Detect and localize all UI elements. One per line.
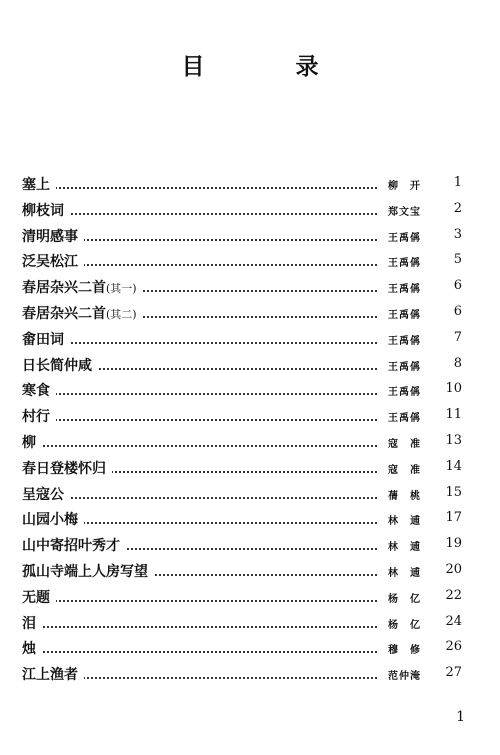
dot-leader — [30, 600, 377, 602]
toc-entry-author: 林 逋 — [388, 542, 421, 554]
toc-entry — [0, 351, 500, 377]
toc-entry-page: 13 — [445, 432, 462, 448]
toc-entry — [0, 325, 500, 351]
toc-entry-title — [22, 277, 143, 297]
dot-leader — [30, 187, 377, 189]
toc-entry-page: 15 — [445, 484, 462, 500]
toc-entry-title — [22, 174, 56, 194]
toc-entry-author: 林 逋 — [388, 567, 421, 579]
toc-entry-author: 范仲淹 — [388, 671, 421, 683]
toc-entry — [0, 402, 500, 428]
toc-entry-author: 王禹偁 — [388, 232, 421, 244]
toc-entry-author: 王禹偁 — [388, 335, 421, 347]
toc-entry-page: 7 — [453, 329, 462, 345]
toc-entry-author: 王禹偁 — [388, 413, 421, 425]
dot-leader — [30, 651, 377, 653]
toc-entry-title — [22, 303, 143, 323]
toc-entry-author: 林 逋 — [388, 516, 421, 528]
dot-leader — [30, 393, 377, 395]
toc-entry-author: 寇 准 — [388, 464, 421, 476]
toc-entry-title — [22, 458, 112, 478]
toc-entry-title-text: 春居杂兴二首 — [22, 280, 106, 297]
toc-entry-title — [22, 587, 56, 607]
toc-entry — [0, 170, 500, 196]
toc-entry-title-text: 山中寄招叶秀才 — [22, 538, 120, 555]
toc-entry-title-text: 日长简仲咸 — [22, 357, 92, 374]
toc-entry — [0, 609, 500, 635]
toc-entry — [0, 660, 500, 686]
toc-entry-title — [22, 535, 126, 555]
toc-entry-title — [22, 329, 70, 349]
toc-entry — [0, 196, 500, 222]
toc-entry-page: 11 — [445, 407, 462, 423]
toc-entry-page: 27 — [445, 665, 462, 681]
toc-entry-page: 10 — [445, 381, 462, 397]
toc-entry-title — [22, 432, 42, 452]
toc-entry-title-text: 泛吴松江 — [22, 254, 78, 271]
toc-entry-title-text: 呈寇公 — [22, 486, 64, 503]
toc-entry-title-text: 清明感事 — [22, 228, 78, 245]
toc-entry — [0, 505, 500, 531]
toc-entry-title — [22, 484, 70, 504]
toc-entry — [0, 480, 500, 506]
toc-entry-title-text: 柳 — [22, 434, 36, 451]
dot-leader — [30, 213, 377, 215]
toc-entry — [0, 583, 500, 609]
toc-entry-page: 14 — [445, 458, 462, 474]
toc-entry-page: 19 — [445, 536, 462, 552]
toc-entry-title — [22, 200, 70, 220]
toc-entry-author: 杨 亿 — [388, 593, 421, 605]
toc-entry-title-text: 烛 — [22, 641, 36, 658]
page-title: 目 录 — [181, 53, 353, 80]
toc-entry-page: 22 — [445, 587, 462, 603]
toc-entry-title-text: 寒食 — [22, 383, 50, 400]
toc-entry-page: 24 — [445, 613, 462, 629]
toc-entry-title — [22, 664, 84, 684]
toc-entry-title-text: 春居杂兴二首 — [22, 305, 106, 322]
toc-entry-title-text: 畬田词 — [22, 331, 64, 348]
toc-entry — [0, 531, 500, 557]
toc-entry — [0, 299, 500, 325]
toc-entry-title — [22, 226, 84, 246]
toc-entry-title — [22, 638, 42, 658]
toc-entry-title — [22, 509, 84, 529]
toc-entry-author: 蒨 桃 — [388, 490, 421, 502]
toc-entry-title — [22, 561, 154, 581]
toc-entry-title-text: 塞上 — [22, 177, 50, 193]
toc-entry-title-text: 山园小梅 — [22, 512, 78, 529]
toc-entry-author: 王禹偁 — [388, 361, 421, 373]
toc-entry-title — [22, 251, 84, 271]
dot-leader — [30, 342, 377, 344]
toc-entry-title-text: 江上渔者 — [22, 667, 78, 684]
toc-entry — [0, 222, 500, 248]
toc-entry-title — [22, 355, 98, 375]
toc-entry — [0, 376, 500, 402]
toc-entry-page: 6 — [453, 303, 462, 319]
toc-entry — [0, 428, 500, 454]
toc-entry-author: 王禹偁 — [388, 284, 421, 296]
toc-entry — [0, 557, 500, 583]
dot-leader — [30, 626, 377, 628]
toc-entry — [0, 247, 500, 273]
toc-entry-title — [22, 613, 42, 633]
toc-entry-title-text: 孤山寺端上人房写望 — [22, 563, 148, 580]
toc-entry-title-text: 村行 — [22, 409, 50, 426]
toc-entry-author: 穆 修 — [388, 645, 421, 657]
toc-entry-title-text: 柳枝词 — [22, 202, 64, 219]
toc-entry — [0, 634, 500, 660]
dot-leader — [30, 497, 377, 499]
toc-entry-author: 王禹偁 — [388, 309, 421, 321]
table-of-contents — [0, 170, 500, 686]
toc-entry-title-text: 春日登楼怀归 — [22, 460, 106, 477]
toc-entry-page: 3 — [453, 226, 462, 242]
toc-entry-page: 17 — [445, 510, 462, 526]
toc-entry-author: 柳 开 — [388, 181, 421, 192]
toc-entry-page: 6 — [453, 278, 462, 294]
toc-entry-author: 杨 亿 — [388, 619, 421, 631]
dot-leader — [30, 419, 377, 421]
toc-entry — [0, 273, 500, 299]
toc-entry-subtitle: (其一) — [106, 282, 137, 296]
toc-entry-author: 郑文宝 — [388, 206, 421, 218]
toc-entry-page: 5 — [453, 252, 462, 268]
toc-entry — [0, 454, 500, 480]
toc-entry-page: 26 — [445, 639, 462, 655]
toc-entry-title — [22, 380, 56, 400]
toc-entry-author: 寇 准 — [388, 438, 421, 450]
toc-entry-title — [22, 406, 56, 426]
toc-entry-title-text: 无题 — [22, 589, 50, 606]
dot-leader — [30, 445, 377, 447]
toc-entry-page: 8 — [453, 355, 462, 371]
toc-entry-author: 王禹偁 — [388, 258, 421, 270]
toc-entry-author: 王禹偁 — [388, 387, 421, 399]
page-number: 1 — [456, 709, 465, 725]
toc-entry-page: 2 — [453, 200, 462, 216]
toc-entry-page: 1 — [453, 175, 462, 190]
toc-entry-page: 20 — [445, 561, 462, 577]
toc-entry-title-text: 泪 — [22, 615, 36, 632]
toc-entry-subtitle: (其二) — [106, 307, 137, 321]
